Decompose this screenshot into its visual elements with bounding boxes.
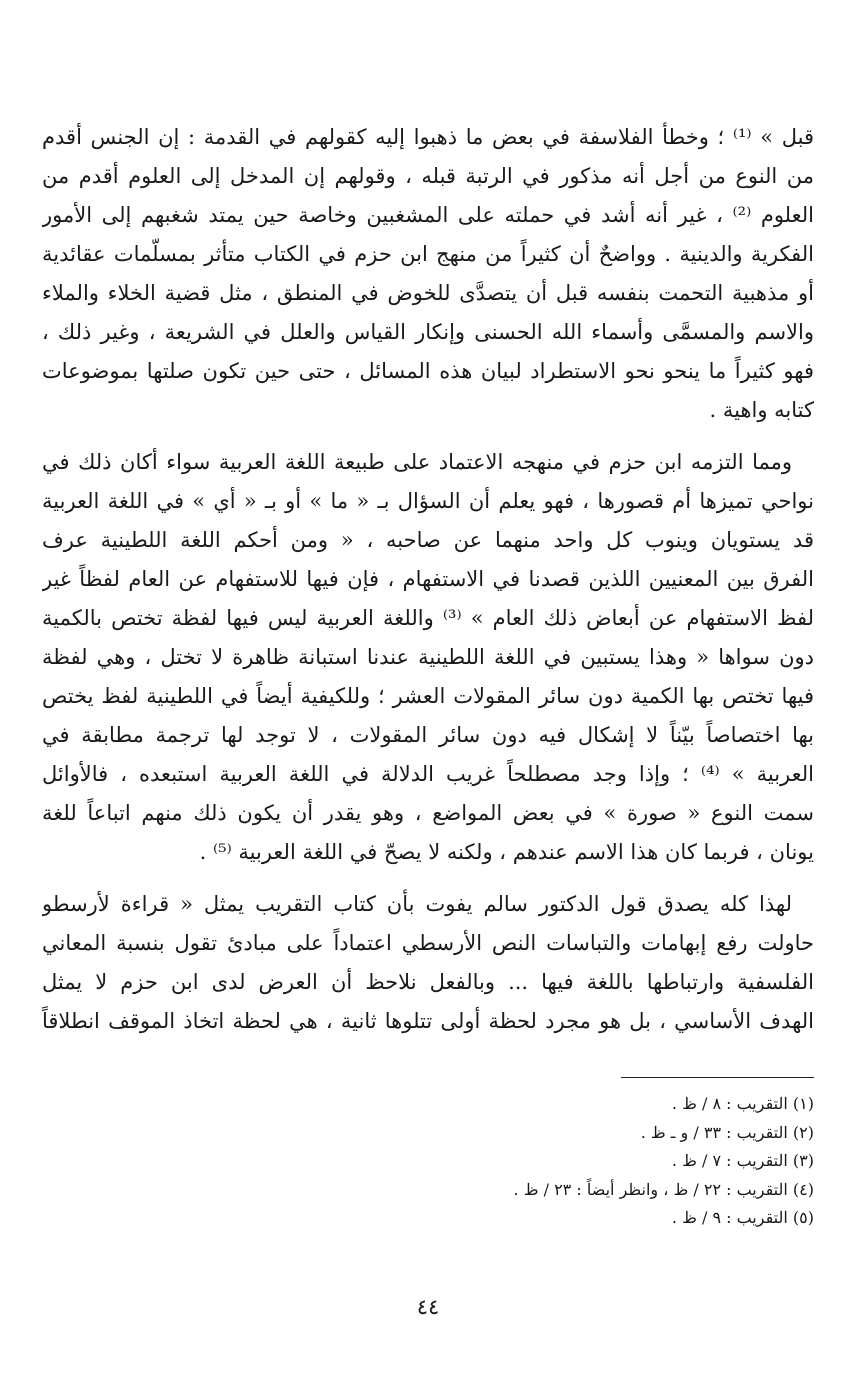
text-line: ومما التزمه ابن حزم في منهجه الاعتماد على طبيعة اللغة العربية سواء أكان ذلك في [42,450,792,474]
footnote-3: (٣) التقريب : ٧ / ظ . [671,1151,814,1170]
text-line: الهدف الأساسي ، بل هو مجرد لحظة أولى تتلوها ثانية ، هي لحظة اتخاذ الموقف انطلاقاً [42,1009,814,1033]
text-line: سمت النوع « صورة » في بعض المواضع ، وهو يقدر أن يكون ذلك منهم اتباعاً للغة [42,801,814,825]
paragraph-1 [42,118,814,430]
footnote-1: (١) التقريب : ٨ / ظ . [671,1094,814,1113]
text-line: بها اختصاصاً بيّناً لا إشكال فيه دون سائر المقولات ، لا توجد لها ترجمة مطابقة في [42,723,814,747]
text-line: كتابه واهية . [709,398,814,422]
paragraph-3 [42,885,814,1041]
page-body [42,118,814,1041]
text-line: قبل » ⁽¹⁾ ؛ وخطأ الفلاسفة في بعض ما ذهبوا إليه كقولهم في القدمة : إن الجنس أقدم [42,125,814,149]
text-line: فيها تختص بها الكمية دون سائر المقولات العشر ؛ وللكيفية أيضاً في اللطينية لفظ يختص [42,684,814,708]
footnotes [42,1090,814,1233]
text-line: لفظ الاستفهام عن أبعاض ذلك العام » ⁽³⁾ واللغة العربية ليس فيها لفظة تختص بالكمية [42,606,814,630]
paragraph-2 [42,443,814,872]
text-line: دون سواها « وهذا يستبين في اللغة اللطينية عندنا استبانة ظاهرة لا تختل ، وهي لفظة [42,645,814,669]
text-line: حاولت رفع إبهامات والتباسات النص الأرسطي اعتماداً على مبادئ تقول بنسبة المعاني [42,931,814,955]
text-line: العلوم ⁽²⁾ ، غير أنه أشد في حملته على المشغبين وخاصة حين يمتد شغبهم إلى الأمور [42,203,814,227]
page-number: ٤٤ [416,1295,440,1319]
text-line: قد يستويان وينوب كل واحد منهما عن صاحبه ، « ومن أحكم اللغة اللطينية عرف [42,528,814,552]
footnote-2: (٢) التقريب : ٣٣ / و ـ ظ . [640,1122,814,1142]
text-line: أو مذهبية التحمت بنفسه قبل أن يتصدَّى للخوض في المنطق ، مثل قضية الخلاء والملاء [42,281,814,305]
footnote-4: (٤) التقريب : ٢٢ / ظ ، وانظر أيضاً : ٢٣ / ظ . [513,1179,814,1199]
text-line: لهذا كله يصدق قول الدكتور سالم يفوت بأن كتاب التقريب يمثل « قراءة لأرسطو [42,892,792,916]
text-line: العربية » ⁽⁴⁾ ؛ وإذا وجد مصطلحاً غريب الدلالة في اللغة العربية استبعده ، فالأوائل [42,762,814,786]
text-line: الفكرية والدينية . وواضحٌ أن كثيراً من منهج ابن حزم في الكتاب متأثر بمسلّمات عقائدية [42,242,814,266]
text-line: الفرق بين المعنيين اللذين قصدنا في الاستفهام ، فإن فيها للاستفهام عن العام لفظاً غير [42,567,814,591]
text-line: الفلسفية وارتباطها باللغة فيها ... وبالفعل نلاحظ أن العرض لدى ابن حزم لا يمثل [42,970,814,994]
text-line: فهو كثيراً ما ينحو نحو الاستطراد لبيان هذه المسائل ، حتى حين تكون صلتها بموضوعات [42,359,814,383]
text-line: يونان ، فربما كان هذا الاسم عندهم ، ولكنه لا يصحّ في اللغة العربية ⁽⁵⁾ . [199,840,814,864]
text-line: نواحي تميزها أم قصورها ، فهو يعلم أن السؤال بـ « ما » أو بـ « أي » في اللغة العربية [42,489,814,513]
text-line: والاسم والمسمَّى وأسماء الله الحسنى وإنكار القياس والعلل في الشريعة ، وغير ذلك ، [42,320,814,344]
text-line: من النوع من أجل أنه مذكور في الرتبة قبله ، وقولهم إن المدخل إلى العلوم أقدم من [42,164,814,188]
footnote-divider [621,1077,814,1078]
footnote-5: (٥) التقريب : ٩ / ظ . [671,1208,814,1227]
